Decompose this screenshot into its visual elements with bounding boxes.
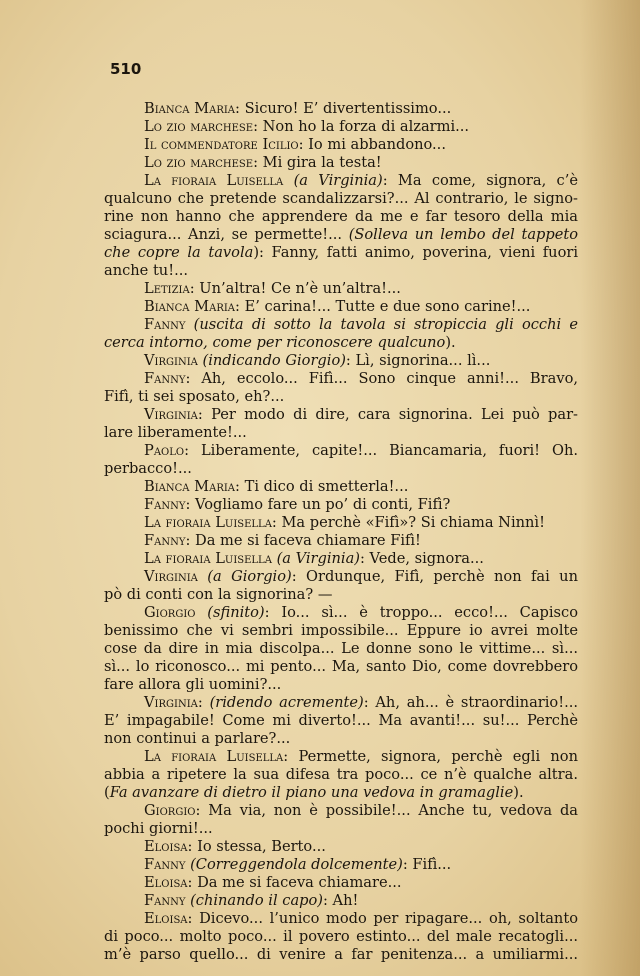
text-line <box>104 568 578 586</box>
text-line <box>104 712 578 730</box>
speaker-name: Paolo: <box>144 442 201 459</box>
text-line <box>104 190 578 208</box>
speaker-name: Giorgio: <box>144 802 209 819</box>
text-line <box>104 892 578 910</box>
text-line <box>104 154 578 172</box>
speaker-name: La fioraia Luisella <box>144 550 277 567</box>
text-line <box>104 532 578 550</box>
stage-direction: (sfinito) <box>207 604 265 621</box>
text-line <box>104 604 578 622</box>
dialogue-text: : Io... sì... è troppo... ecco!... Capisco <box>264 604 578 621</box>
dialogue-text: Un’altra! Ce n’è un’altra!... <box>199 280 401 297</box>
dialogue-text: Vogliamo fare un po’ di conti, Fifì? <box>195 496 451 513</box>
text-line <box>104 496 578 514</box>
dialogue-text: Mi gira la testa! <box>262 154 382 171</box>
speaker-name: Lo zio marchese: <box>144 118 263 135</box>
speaker-name: Fanny: <box>144 532 196 549</box>
dialogue-text: Da me si faceva chiamare... <box>197 874 402 891</box>
text-line <box>104 748 578 766</box>
dialogue-text: sì... lo riconosco... mi pento... Ma, santo Dio, come dovrebbero <box>104 658 578 675</box>
stage-direction: (chinando il capo) <box>190 892 323 909</box>
text-line <box>104 928 578 946</box>
text-line <box>104 766 578 784</box>
text-line <box>104 226 578 244</box>
stage-direction: che copre la tavola <box>104 244 254 261</box>
text-line <box>104 370 578 388</box>
speaker-name: Eloisa: <box>144 838 198 855</box>
stage-direction: (Solleva un lembo del tappeto <box>348 226 579 243</box>
text-line <box>104 514 578 532</box>
dialogue-text: : Ah, ah... è straordinario!... <box>363 694 578 711</box>
dialogue-text: anche tu!... <box>104 262 188 279</box>
text-line <box>104 820 578 838</box>
text-line <box>104 352 578 370</box>
text-line <box>104 100 578 118</box>
dialogue-text: Liberamente, capite!... Biancamaria, fuori! Oh. <box>200 442 578 459</box>
speaker-name: La fioraia Luisella: <box>144 748 299 765</box>
text-line <box>104 334 578 352</box>
text-line <box>104 244 578 262</box>
text-line <box>104 784 578 802</box>
dialogue-text: Permette, signora, perchè egli non <box>298 748 578 765</box>
speaker-name: Lo zio marchese: <box>144 154 263 171</box>
text-line <box>104 622 578 640</box>
speaker-name: Fanny <box>144 856 191 873</box>
text-line <box>104 946 578 964</box>
dialogue-text: abbia a ripetere la sua difesa tra poco... ce n’è qualche altra. <box>104 766 578 783</box>
text-line <box>104 694 578 712</box>
dialogue-text: : Fifì... <box>402 856 452 873</box>
speaker-name: Il commendatore Icilio: <box>144 136 309 153</box>
dialogue-text: pò di conti con la signorina? — <box>104 586 333 603</box>
text-line <box>104 208 578 226</box>
stage-direction: (indicando Giorgio) <box>202 352 346 369</box>
speaker-name: Virginia <box>144 568 208 585</box>
dialogue-text: Per modo di dire, cara signorina. Lei può par- <box>211 406 578 423</box>
stage-direction: (Correggendola dolcemente) <box>190 856 403 873</box>
stage-direction: (uscita di sotto la tavola si stropiccia gli occhi e <box>193 316 578 333</box>
dialogue-text: : Ordunque, Fifì, perchè non fai un <box>291 568 578 585</box>
speaker-name: Letizia: <box>144 280 200 297</box>
stage-direction: (a Virginia) <box>276 550 360 567</box>
text-line <box>104 442 578 460</box>
text-line <box>104 838 578 856</box>
text-line <box>104 118 578 136</box>
dialogue-text: qualcuno che pretende scandalizzarsi?... Al contrario, le signo- <box>104 190 578 207</box>
dialogue-text: E’ impagabile! Come mi diverto!... Ma avanti!... su!... Perchè <box>104 712 578 729</box>
dialogue-text: sciagura... Anzi, se permette!... <box>104 226 349 243</box>
text-line <box>104 640 578 658</box>
dialogue-text: ). <box>445 334 456 351</box>
dialogue-text: ). <box>513 784 524 801</box>
text-line <box>104 874 578 892</box>
dialogue-text: fare allora gli uomini?... <box>104 676 282 693</box>
stage-direction: cerca intorno, come per riconoscere qualcuno <box>104 334 446 351</box>
speaker-name: Giorgio <box>144 604 208 621</box>
dialogue-text: di poco... molto poco... il povero estinto... del male recatogli... <box>104 928 578 945</box>
text-line <box>104 802 578 820</box>
dialogue-text: cose da dire in mia discolpa... Le donne sono le vittime... sì... <box>104 640 578 657</box>
speaker-name: Fanny: <box>144 370 202 387</box>
dialogue-text: lare liberamente!... <box>104 424 247 441</box>
speaker-name: Bianca Maria: <box>144 100 245 117</box>
text-line <box>104 550 578 568</box>
text-line <box>104 136 578 154</box>
text-line <box>104 316 578 334</box>
stage-direction: (a Giorgio) <box>207 568 292 585</box>
dialogue-text: ): Fanny, fatti animo, poverina, vieni fuori <box>253 244 579 261</box>
text-line <box>104 910 578 928</box>
dialogue-text: : Vede, signora... <box>360 550 484 567</box>
dialogue-text: Ah, eccolo... Fifì... Sono cinque anni!... Bravo, <box>201 370 578 387</box>
dialogue-text: benissimo che vi sembri impossibile... Eppure io avrei molte <box>104 622 578 639</box>
dialogue-text: m’è parso quello... di venire a far penitenza... a umiliarmi... <box>104 946 578 963</box>
page-edge-shadow <box>580 0 640 976</box>
speaker-name: Bianca Maria: <box>144 298 245 315</box>
dialogue-text: Ti dico di smetterla!... <box>244 478 409 495</box>
dialogue-text: non continui a parlare?... <box>104 730 291 747</box>
text-line <box>104 406 578 424</box>
text-line <box>104 478 578 496</box>
speaker-name: Eloisa: <box>144 874 198 891</box>
dialogue-text: rine non hanno che apprendere da me e far tesoro della mia <box>104 208 578 225</box>
stage-direction: (ridendo acremente) <box>209 694 364 711</box>
text-line <box>104 658 578 676</box>
text-line <box>104 280 578 298</box>
dialogue-text: Non ho la forza di alzarmi... <box>262 118 470 135</box>
stage-direction: Fa avanzare di dietro il piano una vedova in gramaglie <box>109 784 514 801</box>
dialogue-text: : Ah! <box>322 892 359 909</box>
speaker-name: Fanny <box>144 316 194 333</box>
dialogue-text: Dicevo... l’unico modo per ripagare... oh, soltanto <box>199 910 578 927</box>
text-line <box>104 388 578 406</box>
dialogue-text: : Lì, signorina... lì... <box>345 352 491 369</box>
text-line <box>104 424 578 442</box>
page-number: 510 <box>110 60 142 78</box>
speaker-name: Fanny: <box>144 496 196 513</box>
speaker-name: Virginia: <box>144 406 212 423</box>
text-line <box>104 856 578 874</box>
dialogue-text: Da me si faceva chiamare Fifì! <box>195 532 421 549</box>
speaker-name: Eloisa: <box>144 910 200 927</box>
stage-direction: (a Virginia) <box>293 172 383 189</box>
dialogue-text: pochi giorni!... <box>104 820 213 837</box>
play-text <box>104 100 578 964</box>
dialogue-text: ( <box>104 784 110 801</box>
speaker-name: Virginia: <box>144 694 210 711</box>
text-line <box>104 262 578 280</box>
dialogue-text: Io stessa, Berto... <box>197 838 326 855</box>
dialogue-text: Ma perchè «Fifì»? Si chiama Ninnì! <box>281 514 545 531</box>
dialogue-text: Io mi abbandono... <box>308 136 446 153</box>
speaker-name: La fioraia Luisella: <box>144 514 282 531</box>
dialogue-text: perbacco!... <box>104 460 192 477</box>
text-line <box>104 460 578 478</box>
text-line <box>104 586 578 604</box>
text-line <box>104 676 578 694</box>
text-line <box>104 172 578 190</box>
dialogue-text: E’ carina!... Tutte e due sono carine!... <box>244 298 531 315</box>
speaker-name: Fanny <box>144 892 191 909</box>
speaker-name: La fioraia Luisella <box>144 172 294 189</box>
dialogue-text: Sicuro! E’ divertentissimo... <box>244 100 452 117</box>
dialogue-text: : Ma come, signora, c’è <box>382 172 579 189</box>
speaker-name: Bianca Maria: <box>144 478 245 495</box>
text-line <box>104 730 578 748</box>
text-line <box>104 298 578 316</box>
speaker-name: Virginia <box>144 352 203 369</box>
dialogue-text: Fifì, ti sei sposato, eh?... <box>104 388 285 405</box>
dialogue-text: Ma via, non è possibile!... Anche tu, vedova da <box>208 802 578 819</box>
